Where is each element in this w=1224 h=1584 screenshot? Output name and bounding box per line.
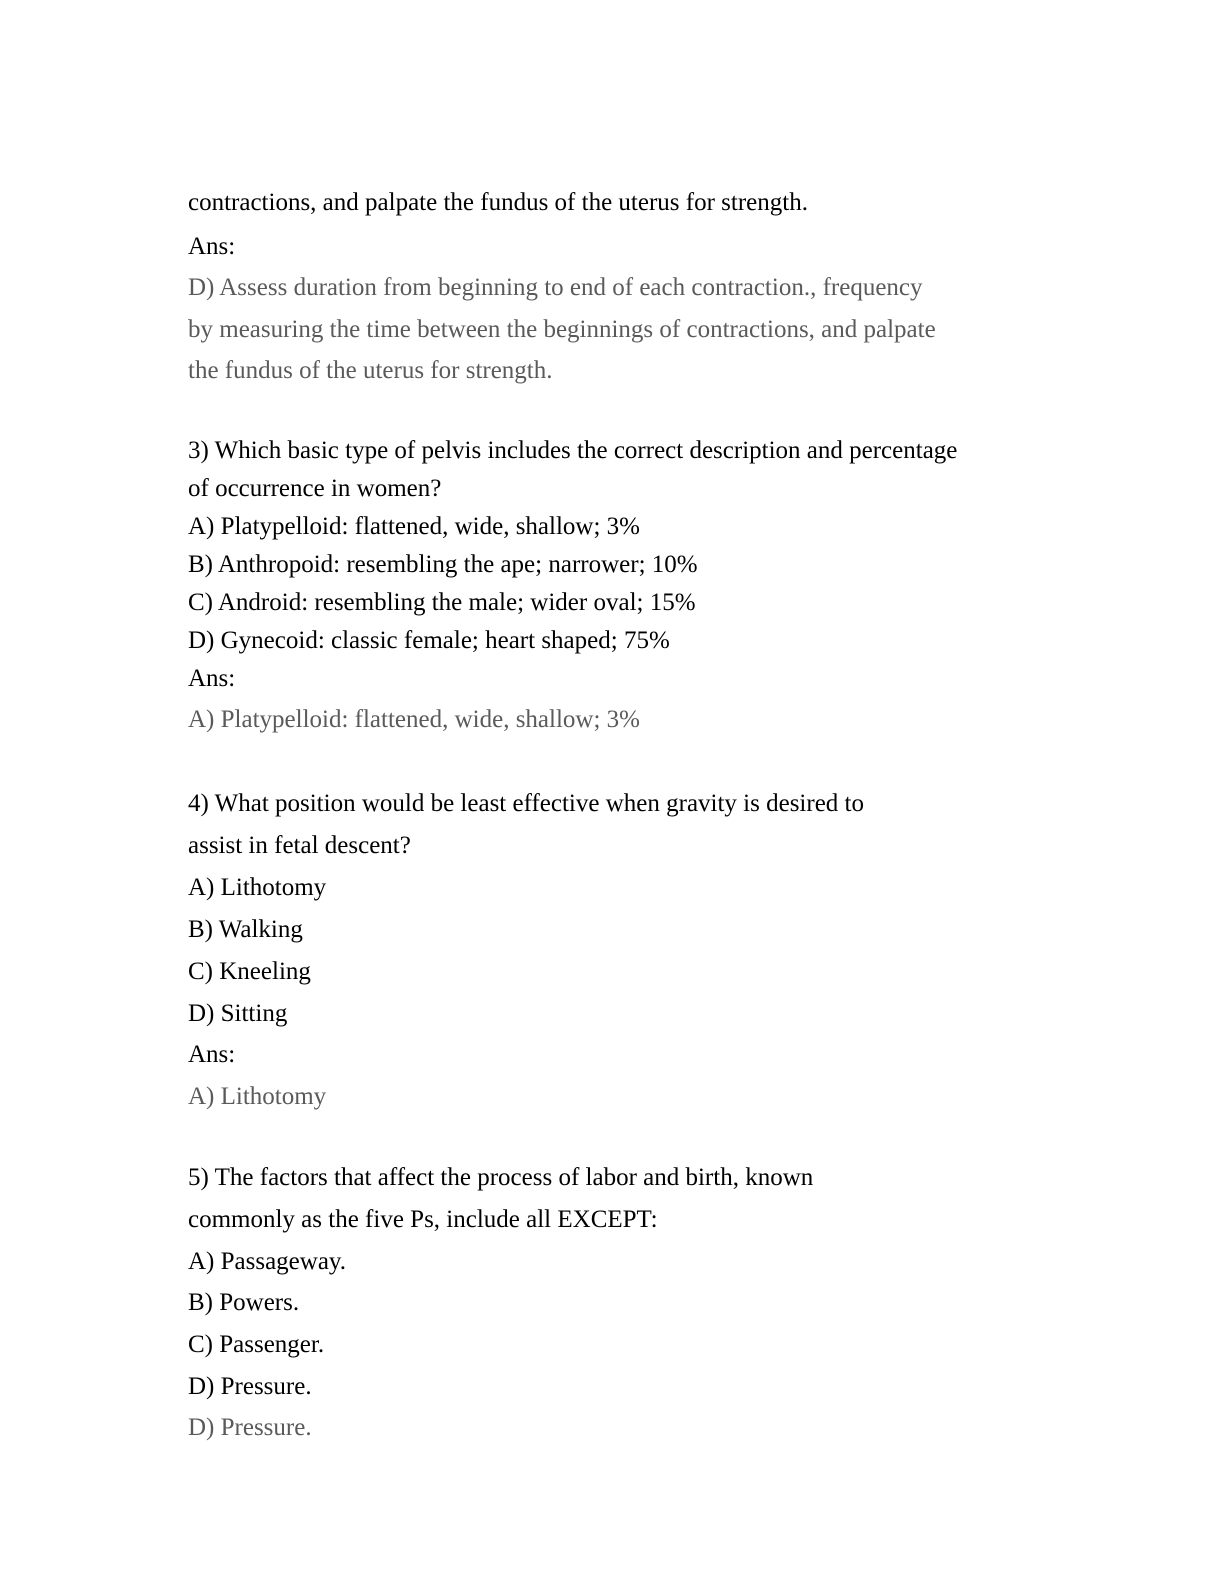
answer-option: D) Gynecoid: classic female; heart shaped; 75%	[188, 627, 670, 654]
question-stem: 4) What position would be least effective when gravity is desired to	[188, 790, 864, 817]
answer-option: A) Platypelloid: flattened, wide, shallow; 3%	[188, 513, 640, 540]
answer-option: B) Walking	[188, 916, 303, 943]
answer-option: D) Pressure.	[188, 1373, 312, 1400]
answer-option: B) Powers.	[188, 1289, 300, 1316]
question-stem: 3) Which basic type of pelvis includes the correct description and percentage	[188, 437, 958, 464]
question-stem: commonly as the five Ps, include all EXCEPT:	[188, 1206, 658, 1233]
answer-option: A) Lithotomy	[188, 874, 327, 901]
answer-option: C) Passenger.	[188, 1331, 325, 1358]
question-stem: assist in fetal descent?	[188, 832, 411, 859]
continuation-text: contractions, and palpate the fundus of the uterus for strength.	[188, 189, 808, 216]
answer-label: Ans:	[188, 1041, 236, 1068]
answer-option: B) Anthropoid: resembling the ape; narrower; 10%	[188, 551, 698, 578]
answer-text: D) Pressure.	[188, 1414, 312, 1441]
answer-text: by measuring the time between the beginnings of contractions, and palpate	[188, 316, 936, 343]
question-stem: 5) The factors that affect the process of labor and birth, known	[188, 1164, 814, 1191]
answer-text: D) Assess duration from beginning to end of each contraction., frequency	[188, 274, 923, 301]
answer-text: A) Lithotomy	[188, 1083, 327, 1110]
answer-label: Ans:	[188, 233, 236, 260]
question-stem: of occurrence in women?	[188, 475, 442, 502]
answer-label: Ans:	[188, 665, 236, 692]
answer-text: the fundus of the uterus for strength.	[188, 357, 553, 384]
answer-option: C) Kneeling	[188, 958, 311, 985]
answer-option: D) Sitting	[188, 1000, 288, 1027]
answer-option: C) Android: resembling the male; wider oval; 15%	[188, 589, 696, 616]
answer-text: A) Platypelloid: flattened, wide, shallow; 3%	[188, 706, 640, 733]
answer-option: A) Passageway.	[188, 1248, 347, 1275]
